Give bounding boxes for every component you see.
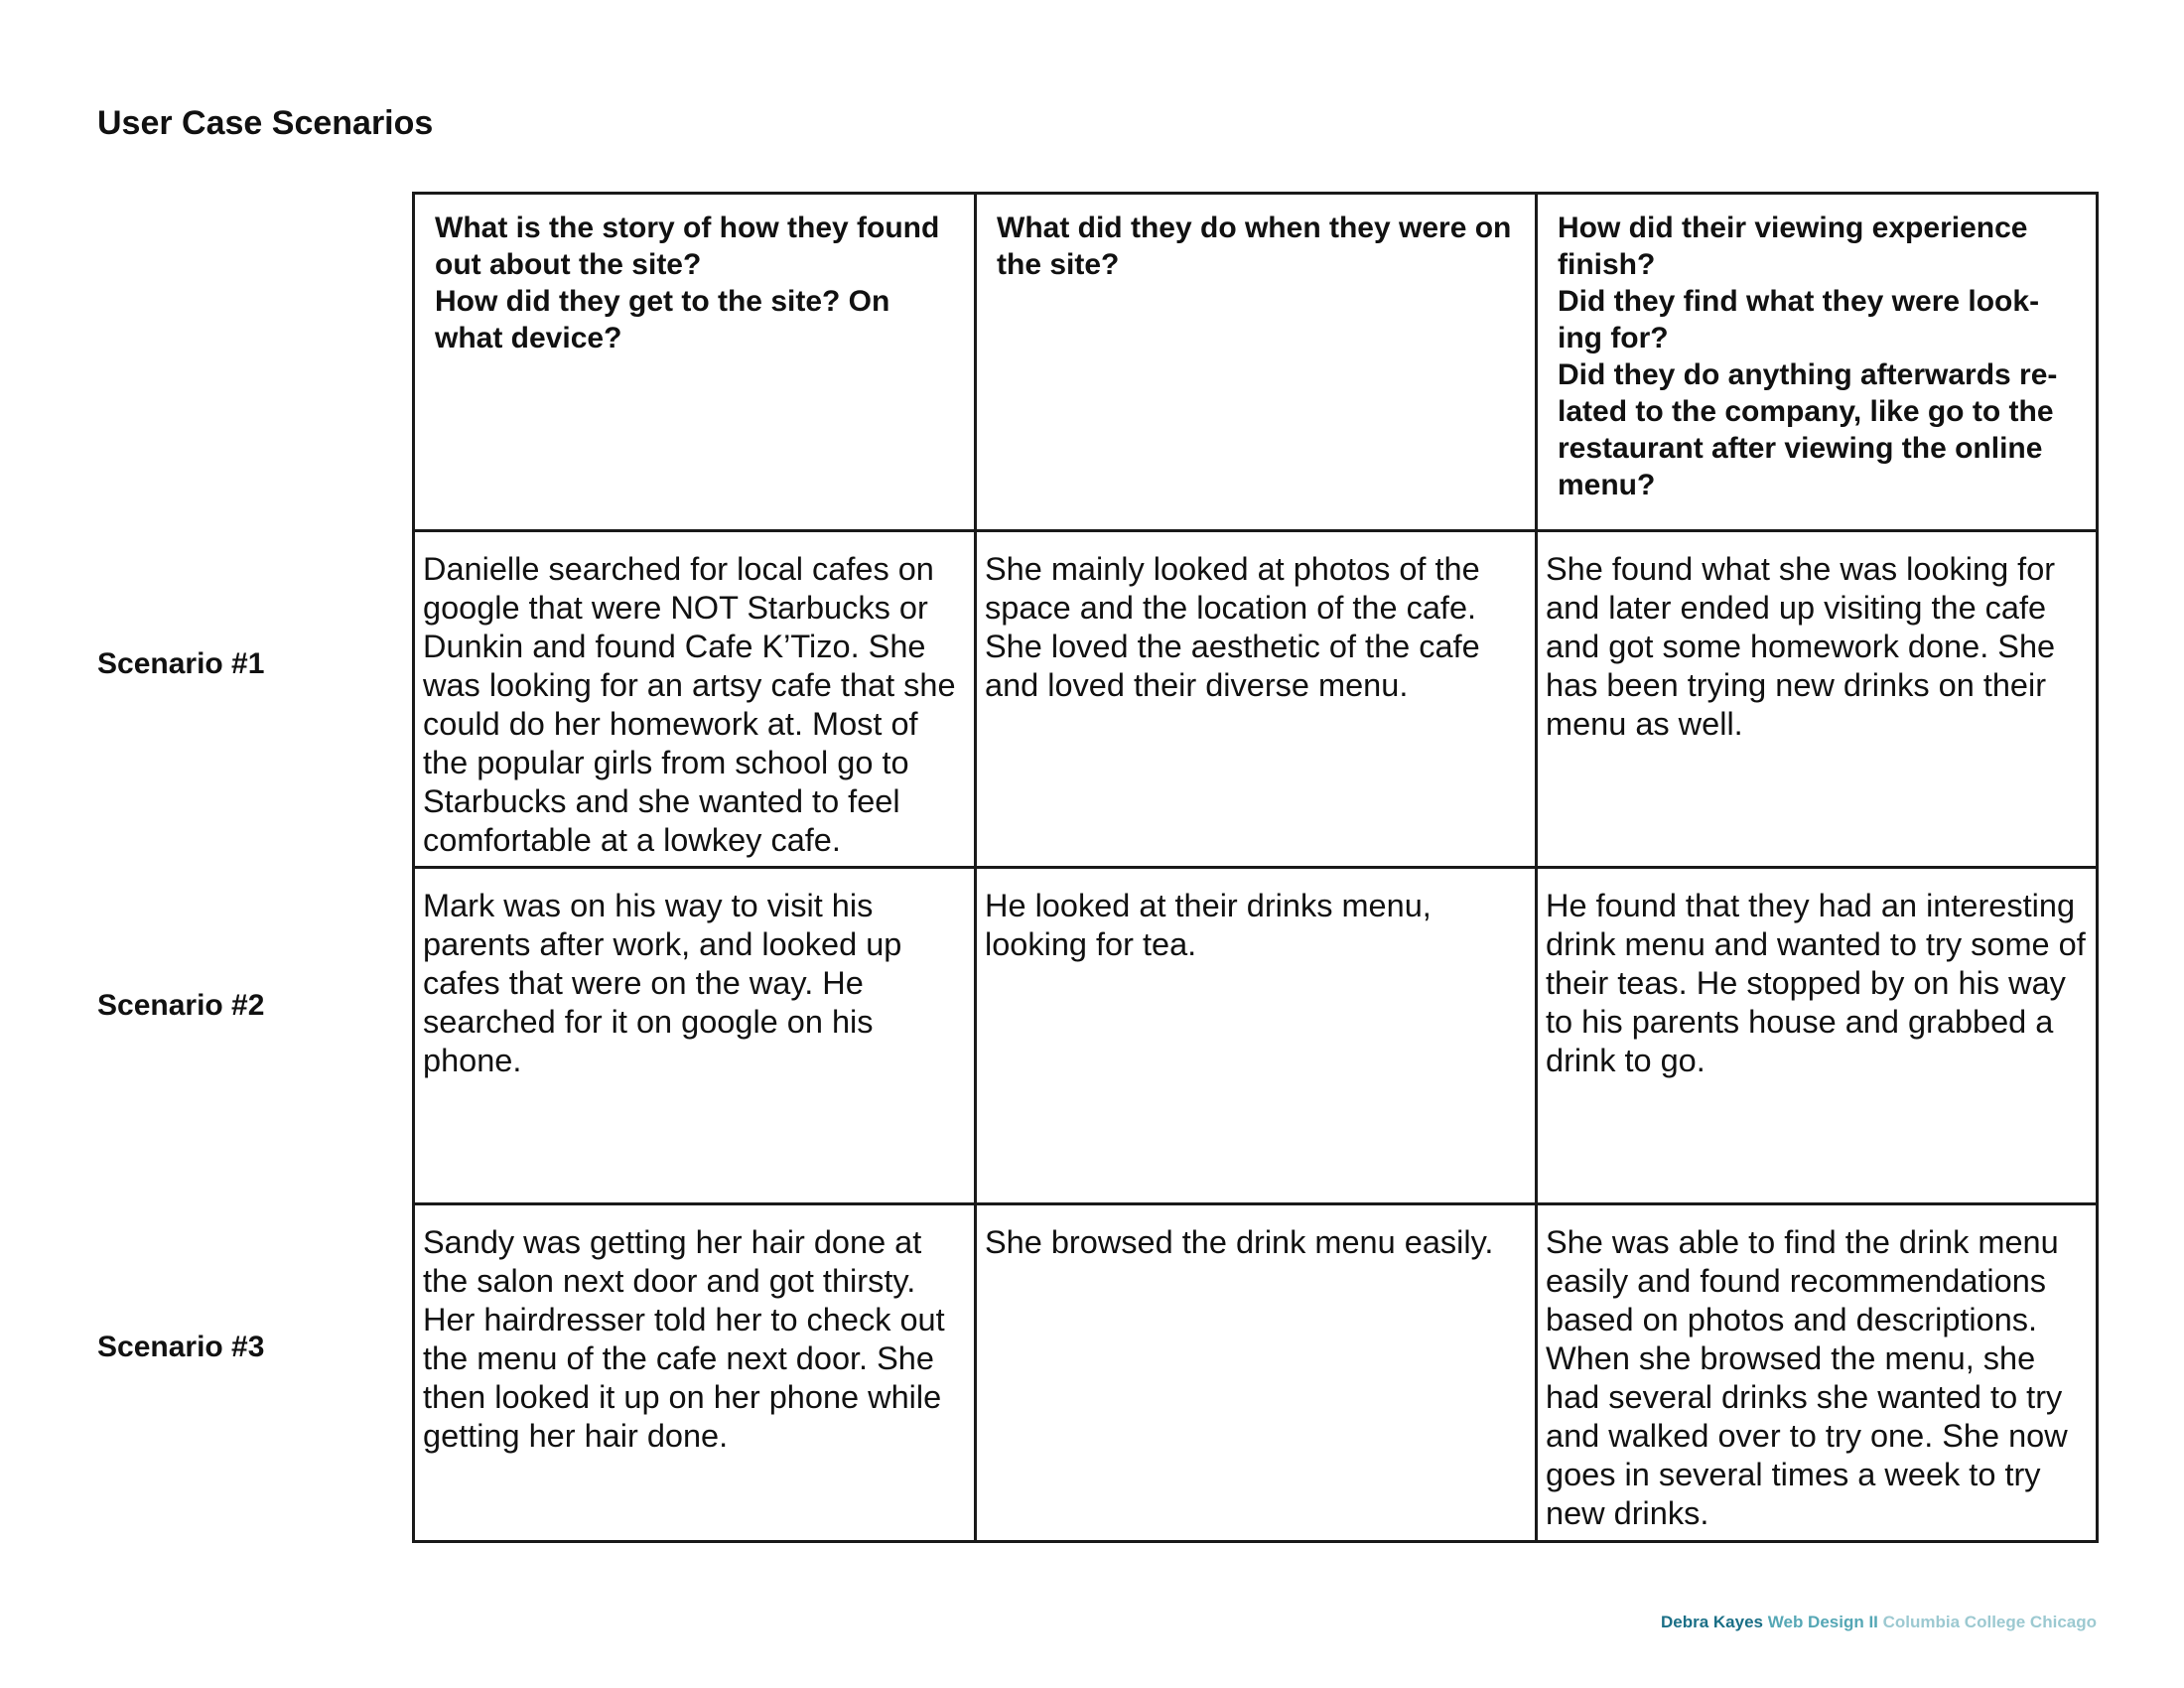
scenario-2-label: Scenario #2 (97, 989, 265, 1022)
footer-credit (1661, 1613, 2097, 1632)
question-line: What is the story of how they found out about the site? (435, 211, 940, 281)
question-line: Did they find what they were look-ing for? (1558, 285, 2040, 354)
column-header-on-site (976, 194, 1537, 531)
table-cell: He found that they had an interesting drink menu and wanted to try some of their teas. He stopped by on his way to his parents house and grabbed a drink to go. (1537, 868, 2098, 1204)
table-cell: Mark was on his way to visit his parents after work, and looked up cafes that were on the way. He searched for it on google on his phone. (414, 868, 976, 1204)
table-cell: He looked at their drinks menu, looking for tea. (976, 868, 1537, 1204)
footer-author: Debra Kayes (1661, 1613, 1764, 1631)
scenario-1-label: Scenario #1 (97, 647, 265, 680)
scenario-table (412, 192, 2099, 1543)
table-cell: She browsed the drink menu easily. (976, 1204, 1537, 1542)
question-line: What did they do when they were on the site? (997, 211, 1512, 281)
table-row (414, 531, 2098, 868)
page-title: User Case Scenarios (97, 104, 434, 142)
question-line: Did they do anything afterwards re-lated to the company, like go to the restaurant after viewing the online menu? (1558, 358, 2058, 501)
column-header-finish (1537, 194, 2098, 531)
question-line: How did they get to the site? On what device? (435, 285, 890, 354)
footer-course: Web Design II (1767, 1613, 1878, 1631)
table-cell: She found what she was looking for and later ended up visiting the cafe and got some homework done. She has been trying new drinks on their menu as well. (1537, 531, 2098, 868)
table-cell: She mainly looked at photos of the space and the location of the cafe. She loved the aesthetic of the cafe and loved their diverse menu. (976, 531, 1537, 868)
table-header-row (414, 194, 2098, 531)
table-row (414, 1204, 2098, 1542)
table-row (414, 868, 2098, 1204)
question-line: How did their viewing experience finish? (1558, 211, 2028, 281)
scenario-3-label: Scenario #3 (97, 1331, 265, 1363)
table-cell: Sandy was getting her hair done at the salon next door and got thirsty. Her hairdresser told her to check out the menu of the cafe next door. She then looked it up on her phone while getting her hair done. (414, 1204, 976, 1542)
column-header-discovery (414, 194, 976, 531)
footer-school: Columbia College Chicago (1882, 1613, 2097, 1631)
table-cell: Danielle searched for local cafes on google that were NOT Starbucks or Dunkin and found Cafe K’Tizo. She was looking for an artsy cafe that she could do her homework at. Most of the popular girls from school go to Starbucks and she wanted to feel comfortable at a lowkey cafe. (414, 531, 976, 868)
table-cell: She was able to find the drink menu easily and found recommendations based on photos and descriptions. When she browsed the menu, she had several drinks she wanted to try and walked over to try one. She now goes in several times a week to try new drinks. (1537, 1204, 2098, 1542)
